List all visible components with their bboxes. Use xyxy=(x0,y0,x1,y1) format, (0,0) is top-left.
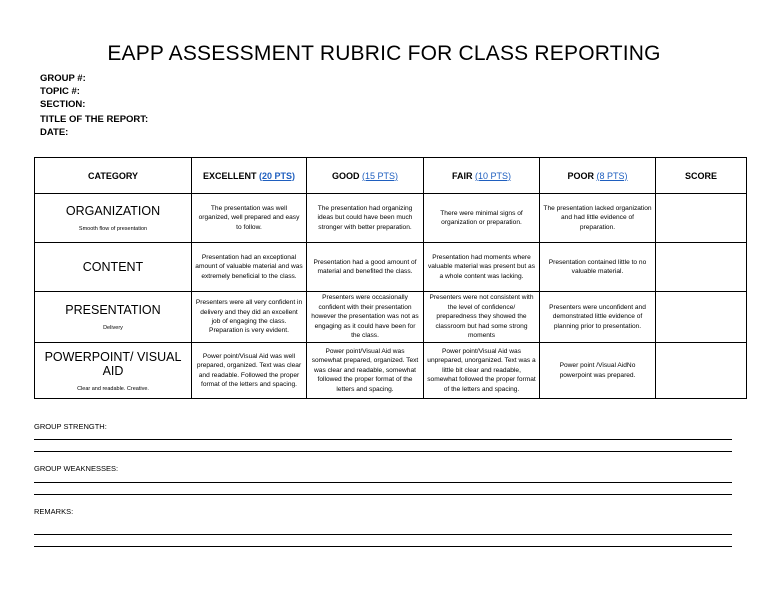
section-field-label: SECTION: xyxy=(40,99,86,110)
score-cell[interactable] xyxy=(656,194,747,243)
category-subtitle: Delivery xyxy=(103,325,123,331)
remarks-section xyxy=(34,507,732,547)
category-name: POWERPOINT/ VISUAL AID xyxy=(44,349,182,378)
header-poor xyxy=(540,158,656,194)
report-title-field-label: TITLE OF THE REPORT: xyxy=(40,114,149,125)
poor-cell: Presentation contained little to no valuable material. xyxy=(540,243,656,292)
writing-line[interactable] xyxy=(34,494,732,495)
excellent-cell: Power point/Visual Aid was well prepared, organized. Text was clear and readable. Followed the proper format of the letters and spacing. xyxy=(192,343,307,399)
poor-cell: The presentation lacked organization and had little evidence of preparation. xyxy=(540,194,656,243)
poor-cell: Power point /Visual AidNo powerpoint was prepared. xyxy=(540,343,656,399)
writing-line[interactable] xyxy=(34,451,732,452)
category-cell xyxy=(35,292,192,343)
date-field-label: DATE: xyxy=(40,127,69,138)
writing-line[interactable] xyxy=(34,546,732,547)
category-name: ORGANIZATION xyxy=(65,204,161,218)
group-weaknesses-label: GROUP WEAKNESSES: xyxy=(34,464,119,473)
header-poor-points: (8 PTS) xyxy=(596,170,628,181)
header-fair-label: FAIR xyxy=(451,170,473,181)
header-excellent xyxy=(192,158,307,194)
header-score: SCORE xyxy=(656,158,747,194)
fair-cell: There were minimal signs of organization or preparation. xyxy=(424,194,540,243)
score-cell[interactable] xyxy=(656,243,747,292)
page-title: EAPP ASSESSMENT RUBRIC FOR CLASS REPORTING xyxy=(107,42,661,65)
category-cell xyxy=(35,194,192,243)
header-poor-label: POOR xyxy=(567,170,594,181)
category-subtitle: Clear and readable. Creative. xyxy=(77,385,149,392)
report-meta xyxy=(40,72,148,139)
header-good xyxy=(307,158,424,194)
header-good-points: (15 PTS) xyxy=(362,170,399,181)
category-name: PRESENTATION xyxy=(65,303,161,317)
group-strength-label: GROUP STRENGTH: xyxy=(34,422,107,431)
excellent-cell: Presentation had an exceptional amount of valuable material and was extremely beneficial to the class. xyxy=(192,243,307,292)
score-cell[interactable] xyxy=(656,292,747,343)
topic-field-label: TOPIC #: xyxy=(40,86,80,97)
remarks-label: REMARKS: xyxy=(34,507,74,516)
poor-cell: Presenters were unconfident and demonstrated little evidence of planning prior to presentation. xyxy=(540,292,656,343)
group-strength-section xyxy=(34,422,732,452)
table-row xyxy=(35,243,747,292)
category-cell xyxy=(35,243,192,292)
header-fair-points: (10 PTS) xyxy=(475,170,512,181)
writing-line[interactable] xyxy=(34,439,732,440)
header-good-label: GOOD xyxy=(331,170,360,181)
fair-cell: Presentation had moments where valuable material was present but as a whole content was lacking. xyxy=(424,243,540,292)
header-excellent-points: (20 PTS) xyxy=(259,170,296,181)
rubric-table xyxy=(34,157,747,399)
good-cell: Presenters were occasionally confident with their presentation however the presentation was not as engaging as it could have been for the class. xyxy=(307,292,424,343)
good-cell: Power point/Visual Aid was somewhat prepared, organized. Text was clear and readable, somewhat followed the proper format of the letters and spacing. xyxy=(307,343,424,399)
category-cell xyxy=(35,343,192,399)
table-row xyxy=(35,343,747,399)
header-excellent-label: EXCELLENT xyxy=(202,170,257,181)
group-weaknesses-section xyxy=(34,464,732,495)
table-header-row xyxy=(35,158,747,194)
excellent-cell: The presentation was well organized, well prepared and easy to follow. xyxy=(192,194,307,243)
good-cell: Presentation had a good amount of material and benefited the class. xyxy=(307,243,424,292)
table-row xyxy=(35,194,747,243)
score-cell[interactable] xyxy=(656,343,747,399)
writing-line[interactable] xyxy=(34,534,732,535)
header-fair xyxy=(424,158,540,194)
category-name: CONTENT xyxy=(82,260,144,274)
fair-cell: Power point/Visual Aid was unprepared, unorganized. Text was a little bit clear and readable, somewhat followed the proper format of the letters and spacing. xyxy=(424,343,540,399)
excellent-cell: Presenters were all very confident in delivery and they did an excellent job of engaging the class. Preparation is very evident. xyxy=(192,292,307,343)
good-cell: The presentation had organizing ideas but could have been much stronger with better preparation. xyxy=(307,194,424,243)
writing-line[interactable] xyxy=(34,482,732,483)
header-category: CATEGORY xyxy=(35,158,192,194)
table-row xyxy=(35,292,747,343)
fair-cell: Presenters were not consistent with the level of confidence/ preparedness they showed the classroom but had some strong moments xyxy=(424,292,540,343)
category-subtitle: Smooth flow of presentation xyxy=(78,226,148,232)
group-field-label: GROUP #: xyxy=(40,73,86,84)
